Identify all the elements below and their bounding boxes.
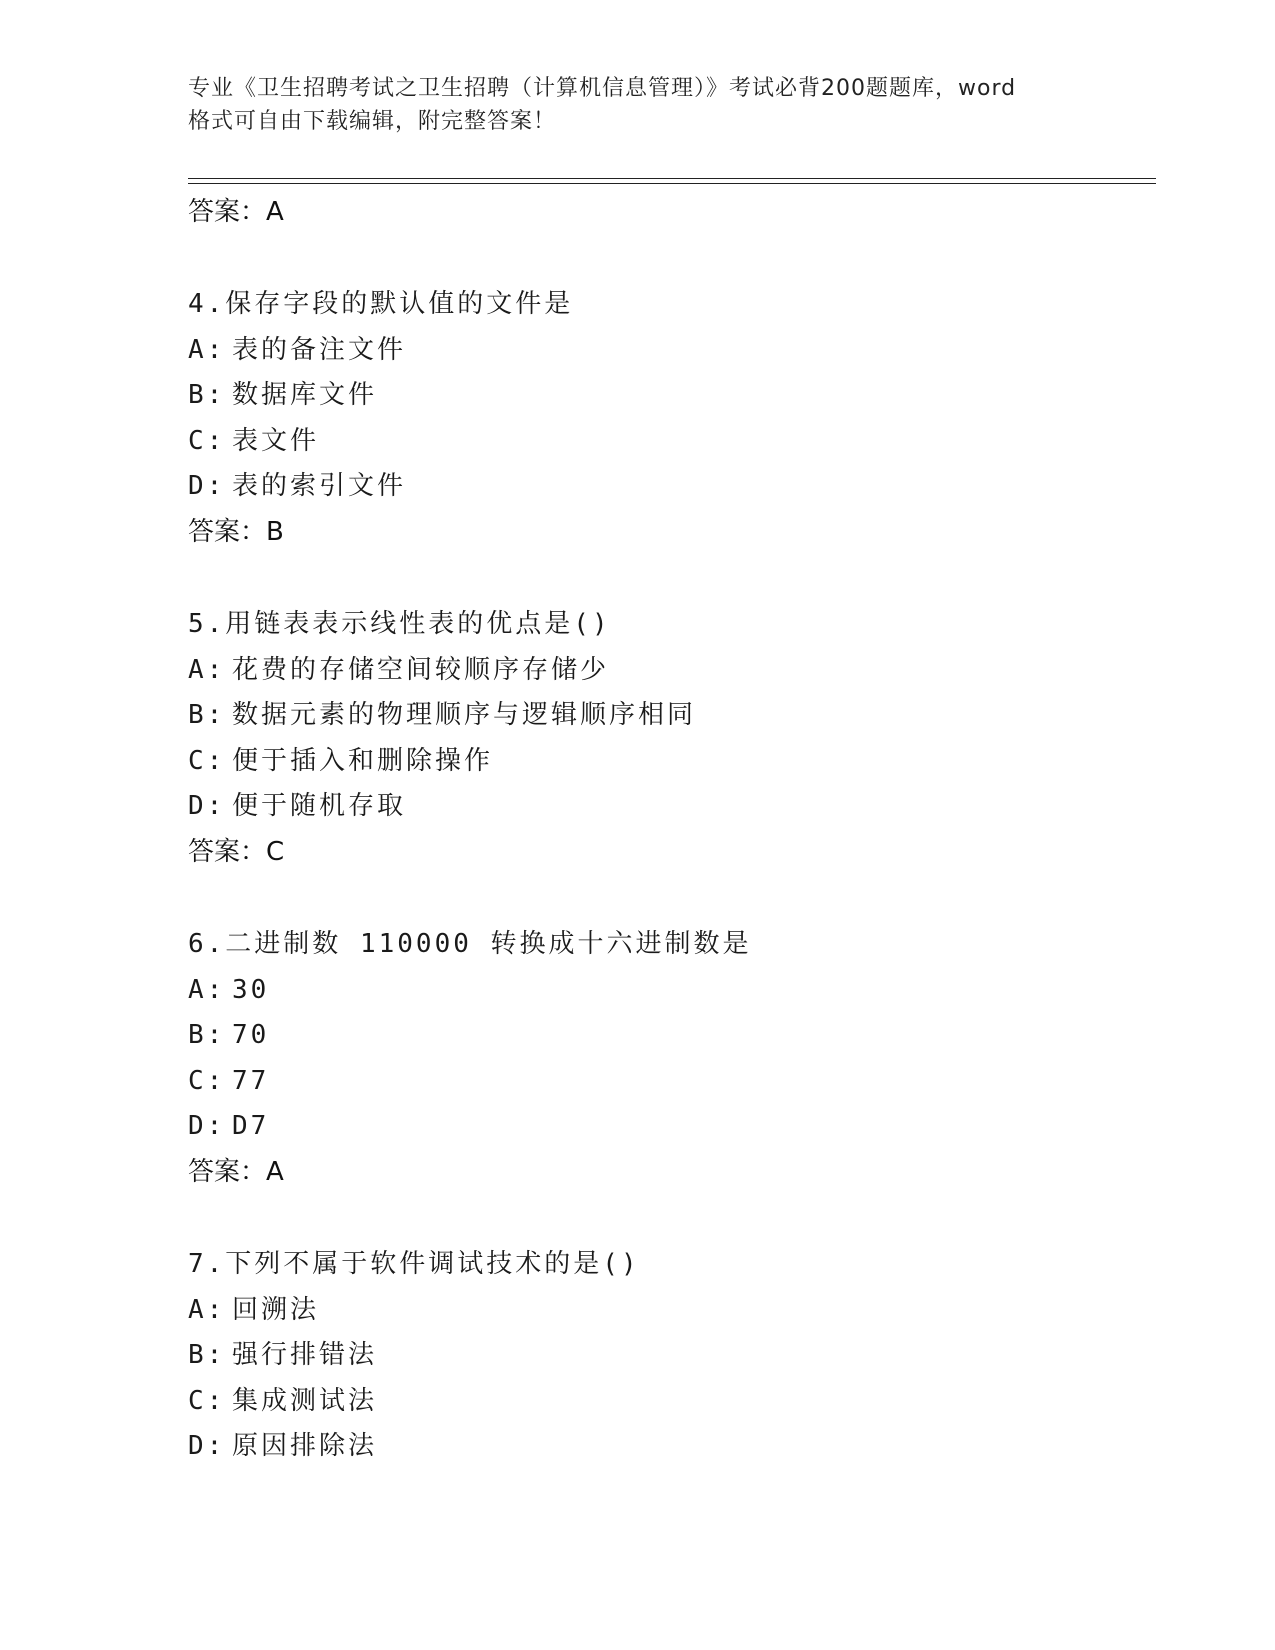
- option-text: 便于随机存取: [232, 791, 407, 822]
- option-text: 表的备注文件: [232, 334, 407, 365]
- option-text: 30: [232, 974, 270, 1005]
- question-4: [188, 282, 1156, 555]
- option-b: [188, 373, 1156, 419]
- question-stem: 5.用链表表示线性表的优点是(): [188, 608, 611, 639]
- option-text: 表的索引文件: [232, 471, 407, 502]
- answer-line: 答案：B: [188, 516, 284, 547]
- question-6: [188, 922, 1156, 1195]
- option-letter: A:: [188, 334, 226, 365]
- option-text: 数据元素的物理顺序与逻辑顺序相同: [232, 700, 697, 731]
- option-text: 便于插入和删除操作: [232, 745, 494, 776]
- option-text: 70: [232, 1020, 270, 1051]
- option-letter: D:: [188, 471, 226, 502]
- option-letter: B:: [188, 380, 226, 411]
- option-d: [188, 1104, 1156, 1150]
- option-a: [188, 328, 1156, 374]
- option-c: [188, 1379, 1156, 1425]
- question-stem: 7.下列不属于软件调试技术的是(): [188, 1248, 640, 1279]
- option-letter: B:: [188, 1340, 226, 1371]
- option-text: 花费的存储空间较顺序存储少: [232, 654, 610, 685]
- option-letter: C:: [188, 745, 226, 776]
- option-letter: D:: [188, 1111, 226, 1142]
- question-stem: 4.保存字段的默认值的文件是: [188, 289, 574, 319]
- option-text: 原因排除法: [232, 1431, 378, 1462]
- question-5: [188, 602, 1156, 875]
- option-a: [188, 1288, 1156, 1334]
- option-letter: A:: [188, 1294, 226, 1325]
- option-letter: D:: [188, 1431, 226, 1462]
- option-letter: A:: [188, 654, 226, 685]
- option-letter: D:: [188, 791, 226, 822]
- option-letter: B:: [188, 1020, 226, 1051]
- header-title-line-1: 专业《卫生招聘考试之卫生招聘（计算机信息管理）》考试必背200题题库，word: [188, 76, 1017, 101]
- header-divider-top: [188, 178, 1156, 179]
- option-letter: C:: [188, 425, 226, 456]
- answer-line: 答案：A: [188, 1156, 284, 1187]
- option-text: 数据库文件: [232, 380, 378, 411]
- option-text: 77: [232, 1065, 270, 1096]
- question-stem: 6.二进制数 110000 转换成十六进制数是: [188, 928, 752, 959]
- question-list: [188, 190, 1156, 1470]
- header-title-line-2: 格式可自由下载编辑，附完整答案！: [188, 109, 557, 134]
- option-text: D7: [232, 1111, 270, 1142]
- option-letter: A:: [188, 974, 226, 1005]
- option-text: 强行排错法: [232, 1340, 378, 1371]
- option-c: [188, 1059, 1156, 1105]
- answer-line: 答案：C: [188, 836, 285, 867]
- option-text: 表文件: [232, 425, 320, 456]
- header-divider-bottom: [188, 183, 1156, 184]
- option-a: [188, 648, 1156, 694]
- question-7: [188, 1242, 1156, 1470]
- option-d: [188, 464, 1156, 510]
- option-letter: C:: [188, 1065, 226, 1096]
- option-b: [188, 1333, 1156, 1379]
- option-letter: B:: [188, 700, 226, 731]
- option-c: [188, 739, 1156, 785]
- option-text: 回溯法: [232, 1294, 320, 1325]
- option-d: [188, 784, 1156, 830]
- option-d: [188, 1424, 1156, 1470]
- option-letter: C:: [188, 1385, 226, 1416]
- document-header: [188, 72, 1088, 138]
- answer-line: 答案：A: [188, 197, 284, 227]
- option-a: [188, 968, 1156, 1014]
- option-b: [188, 1013, 1156, 1059]
- option-text: 集成测试法: [232, 1385, 378, 1416]
- option-c: [188, 419, 1156, 465]
- option-b: [188, 693, 1156, 739]
